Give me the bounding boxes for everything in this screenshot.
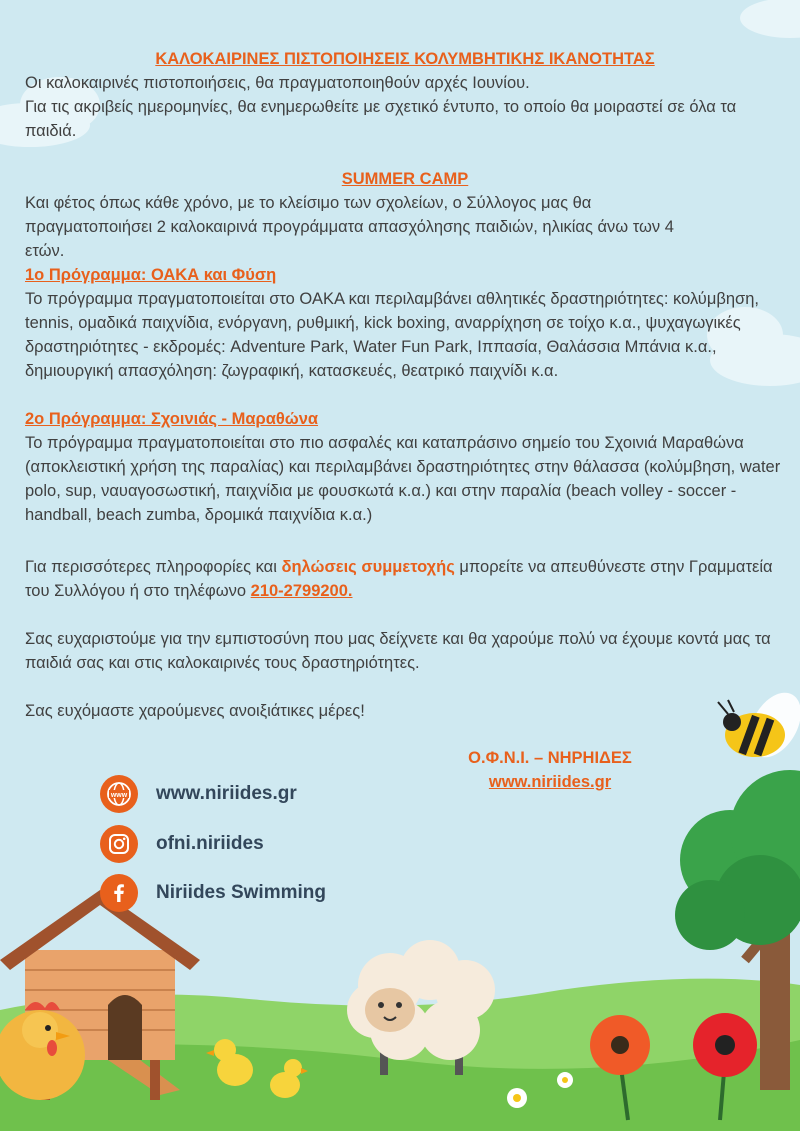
- program-2-title: 2ο Πρόγραμμα: Σχοινιάς - Μαραθώνα: [25, 410, 319, 428]
- phone-link[interactable]: 210-2799200.: [250, 582, 353, 600]
- social-facebook[interactable]: [100, 874, 326, 912]
- info-highlight: δηλώσεις συμμετοχής: [281, 558, 455, 576]
- swim-line-1: Οι καλοκαιρινές πιστοποιήσεις, θα πραγματοποιηθούν αρχές Ιουνίου.: [25, 74, 530, 92]
- signature-org: Ο.Φ.Ν.Ι. – ΝΗΡΗΙΔΕΣ: [468, 749, 632, 767]
- program-1: [25, 263, 785, 383]
- program-1-title: 1ο Πρόγραμμα: ΟΑΚΑ και Φύση: [25, 266, 277, 284]
- facebook-icon: [100, 874, 138, 912]
- program-2-text: Το πρόγραμμα πραγματοποιείται στο πιο ασφαλές και καταπράσινο σημείο του Σχοινιά Μαραθώνα (αποκλειστική χρήση της παραλίας) και περιλαμβάνει δραστηριότητες στην θάλασσα (κολύμβηση, water polo, sup, ναυαγοσωστική, παιχνίδια με φουσκωτά κ.α.) και στην παραλία (beach volley - soccer - handball, beach zumba, δρομικά παιχνίδια κ.α.): [25, 434, 781, 524]
- social-web-label: www.niriides.gr: [156, 783, 297, 804]
- social-instagram[interactable]: [100, 825, 264, 863]
- program-2: [25, 407, 785, 527]
- camp-title: SUMMER CAMP: [341, 170, 469, 188]
- social-instagram-label: ofni.niriides: [156, 833, 264, 854]
- camp-heading: [25, 167, 785, 191]
- social-facebook-label: Niriides Swimming: [156, 882, 326, 903]
- info-mid: μπορείτε να απευθύνεστε στην Γραμματεία του Συλλόγου ή στο τηλέφωνο: [25, 558, 773, 600]
- program-1-text: Το πρόγραμμα πραγματοποιείται στο ΟΑΚΑ και περιλαμβάνει αθλητικές δραστηριότητες: κολύμβηση, tennis, ομαδικά παιχνίδια, ενόργανη, ρυθμική, kick boxing, αναρρίχηση σε τοίχο κ.α., ψυχαγωγικές δραστηριότητες - εκδρομές: Adventure Park, Water Fun Park, Ιππασία, Θαλάσσια Μπάνια κ.α., δημιουργική απασχόληση: ζωγραφική, κατασκευές, θεατρικό παιχνίδι κ.α.: [25, 290, 759, 380]
- swim-line-2: Για τις ακριβείς ημερομηνίες, θα ενημερωθείτε με σχετικό έντυπο, το οποίο θα μοιραστεί σε όλα τα παιδιά.: [25, 98, 737, 140]
- instagram-icon: [100, 825, 138, 863]
- info-pre: Για περισσότερες πληροφορίες και: [25, 558, 282, 576]
- info-paragraph: [25, 555, 785, 603]
- globe-icon-text: www: [110, 791, 128, 799]
- signature-site-link[interactable]: www.niriides.gr: [488, 773, 612, 791]
- swim-section: [25, 47, 785, 71]
- globe-icon: [100, 775, 138, 813]
- social-web[interactable]: [100, 775, 297, 813]
- swim-title: ΚΑΛΟΚΑΙΡΙΝΕΣ ΠΙΣΤΟΠΟΙΗΣΕΙΣ ΚΟΛΥΜΒΗΤΙΚΗΣ ΙΚΑΝΟΤΗΤΑΣ: [155, 50, 655, 68]
- thanks-text: Σας ευχαριστούμε για την εμπιστοσύνη που μας δείχνετε και θα χαρούμε πολύ να έχουμε κοντά μας τα παιδιά σας και στις καλοκαιρινές τους δραστηριότητες.: [25, 630, 771, 672]
- swim-body: [25, 71, 785, 143]
- camp-intro: Και φέτος όπως κάθε χρόνο, με το κλείσιμο των σχολείων, ο Σύλλογος μας θα πραγματοποιήσει 2 καλοκαιρινά προγράμματα απασχόλησης παιδιών, ηλικίας άνω των 4 ετών.: [25, 194, 674, 260]
- wishes-text: Σας ευχόμαστε χαρούμενες ανοιξιάτικες μέρες!: [25, 702, 365, 720]
